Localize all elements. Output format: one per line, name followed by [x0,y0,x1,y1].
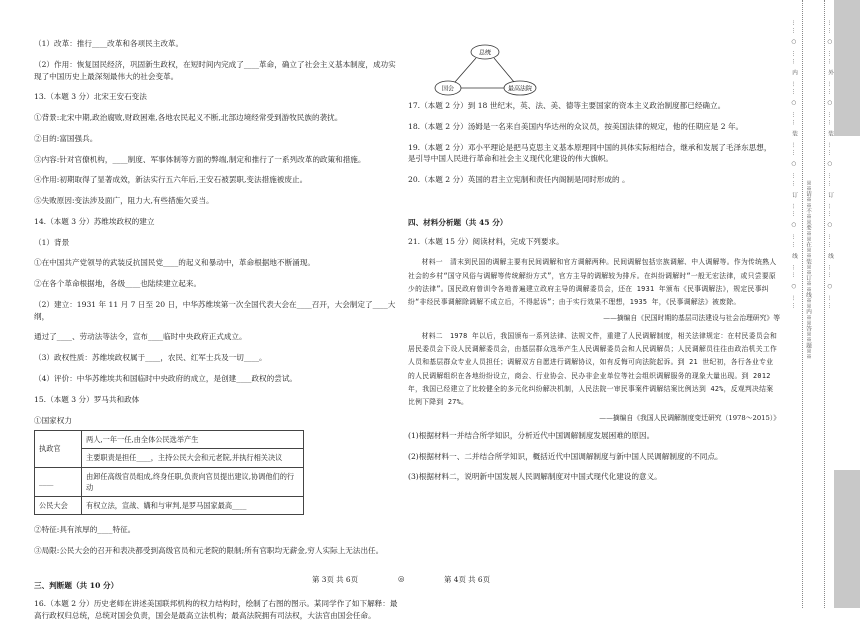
question-13-title: 13.（本题 3 分）北宋王安石变法 [34,92,147,102]
diagram-label: 国会 [441,85,455,93]
table-cell: 有权立法，宣战、媾和与审判,是罗马国家最高____ [82,496,304,514]
table-row [35,467,304,496]
table-cell: ____ [35,467,82,496]
source-citation: ——摘编自《民国时期的基层司法建设与社会治理研究》等 [603,314,780,323]
text-line: ②目的:富国强兵。 [34,133,98,143]
gray-block [834,0,860,136]
table-row [35,431,304,449]
inner-binding-label: …… ○ …… 内 …… ○ …… 装 …… ○ …… 订 …… ○ …… 线 …… ○ …… [791,20,797,311]
federal-power-diagram [430,42,540,100]
text-line: （3）政权性质：苏维埃政权属于____，农民、红军士兵及一切____。 [34,353,267,363]
text-line: ②特征:具有浓厚的____特征。 [34,525,136,535]
text-line: ①国家权力 [34,415,72,425]
text-line: 18.（本题 2 分）汤姆是一名来自美国内华达州的众议员，按美国法律的规定，他的任期应是 2 年。 [408,121,744,131]
left-column [34,38,400,622]
text-line: 通过了____、劳动法等法令，宣布____临时中央政府正式成立。 [34,332,247,342]
text-line: ①在中国共产党领导的武装反抗国民党____的起义和暴动中，革命根据地不断涌现。 [34,258,315,268]
binding-notice: ※※请※※不※※要※※在※※装※※订※※线※※内※※答※※题※※ [805,180,811,360]
text-line: ①背景:北宋中期,政治腐败,财政困难,各地农民起义不断,北部边境经常受到游牧民族的袭扰。 [34,113,343,123]
table-cell: 由卸任高级官员组成,终身任职,负责向官员提出建议,协调他们的行动 [82,467,304,496]
question-14-title: 14.（本题 3 分）苏维埃政权的建立 [34,216,155,226]
text-line: （1）改革：推行____改革和各项民主改革。 [34,39,184,48]
rome-government-table [34,430,304,515]
cut-line [802,0,803,608]
text-line: 16.（本题 2 分）历史老师在讲述美国联邦机构的权力结构时，绘制了右图的图示。某同学作了如下解释：最 [34,599,398,609]
text-line: （2）建立：1931 年 11 月 7 日至 20 日，中华苏维埃第一次全国代表大会在____召开，大会制定了____大纲， [34,299,396,321]
table-cell: 主要职责是担任____，主持公民大会和元老院,并执行相关决议 [82,449,304,467]
binding-margin [788,0,860,608]
text-line: ⑤失败原因:变法涉及面广，阻力大,有些措施欠妥当。 [34,196,214,206]
page-number-left: 第 3页 共 6页 [312,575,359,584]
section-heading: 四、材料分析题（共 45 分） [408,217,508,227]
text-line: 高行政权归总统，总统对国会负责，国会是最高立法机构；最高法院拥有司法权，大法官由国会任命。 [34,611,376,621]
table-cell: 两人,一年一任,由全体公民选举产生 [82,431,304,449]
text-line: 是引导中国人民进行革命和社会主义现代化建设的伟大旗帜。 [408,154,614,164]
gray-block [834,470,860,608]
text-line: （1）背景 [34,237,70,247]
task-line: (3)根据材料二，说明新中国发展人民调解制度对中国式现代化建设的意义。 [408,472,662,482]
diagram-label: 最高法院 [507,85,533,93]
outer-binding-label: …… ○ …… 外 …… ○ …… 装 …… ○ …… 订 …… ○ …… 线 …… ○ …… [827,20,833,311]
source-citation: ——摘编自《我国人民调解制度变迁研究（1978～2015）》 [599,414,780,423]
question-15-title: 15.（本题 3 分）罗马共和政体 [34,394,140,404]
text-line: （4）评价：中华苏维埃共和国临时中央政府的成立，是创建____政权的尝试。 [34,374,298,384]
text-line: （2）作用：恢复国民经济，巩固新生政权，在短时间内完成了____革命，确立了社会主义基本制度，成功实 [34,59,396,69]
footer-separator-icon: ◎ [398,574,405,583]
task-line: (1)根据材料一并结合所学知识，分析近代中国调解制度发展困难的原因。 [408,430,655,440]
text-line: ③局限:公民大会的召开和表决都受到高级官员和元老院的限制;所有官职均无薪金,穷人实际上无法出任。 [34,545,384,555]
material-one: 材料一 清末到民国的调解主要有民间调解和官方调解两种。民间调解包括宗族调解、中人调解等。作为传统熟人社会的乡村“国守风俗与调解等传统解纷方式”，官方主导的调解较为排斥。在纠纷调解时“一般无宏法律，或只尝要原少的法律”。国民政府曾训令各地普遍建立政府主导的调解委员会，还在 1931 年颁布《民事调解法》，规定民事纠纷“非经民事调解除调解不成立后，不得起诉”；由于实行效果不理想，1935 年，《民事调解法》被废除。 [408,258,777,307]
question-21-title: 21.（本题 15 分）阅读材料，完成下列要求。 [408,236,564,246]
right-column [408,100,780,492]
text-line: ④作用:初期取得了显著成效，新法实行五六年后,王安石被罢职,变法措施被废止。 [34,175,308,185]
cut-line [824,0,825,608]
text-line: 现了中国历史上最深刻最伟大的社会变革。 [34,71,179,81]
table-cell: 执政官 [35,431,82,467]
table-row [35,496,304,514]
text-line: ②在各个革命根据地，各级____也陆续建立起来。 [34,279,202,289]
diagram-arrow [494,58,514,82]
diagram-label: 总统 [478,49,492,57]
text-line: 19.（本题 2 分）邓小平理论是把马克思主义基本原理同中国的具体实际相结合，继承和发展了毛泽东思想， [408,142,772,152]
diagram-arrow [455,58,476,82]
task-line: (2)根据材料一、二并结合所学知识，概括近代中国调解制度与新中国人民调解制度的不同点。 [408,451,723,461]
text-line: 17.（本题 2 分）到 18 世纪末，英、法、美、德等主要国家的资本主义政治制度都已经确立。 [408,101,726,110]
text-line: 20.（本题 2 分）英国的君主立宪制和责任内阁制是同时形成的 。 [408,175,630,185]
text-line: ③内容:针对官僚机构，____制度、军事体制等方面的弊端,制定和推行了一系列改革的政策和措施。 [34,154,366,164]
material-two: 材料二 1978 年以后，我国颁布一系列法律、法规文件，重建了人民调解制度，相关法律规定：在村民委员会和居民委员会下设人民调解委员会，由基层群众选举产生人民调解委员会和人民调解员；人民调解员往往由政治机关工作人员和基层群众专业人员担任；调解双方自愿进行调解协议，如有反悔可向法院起诉。到 21 世纪初，各行各业专业的人民调解组织在各地纷纷设立，商会、行业协会、民办非企业单位等社会组织调解服务的现象大量出现。到 2012 年，我国已经建立了比较健全的多元化纠纷解决机制，人民法院一审民事案件调解结案比例达到 42%，反观判决结案比例下降到 27%。 [408,331,778,407]
table-cell: 公民大会 [35,496,82,514]
page-number-right: 第 4页 共 6页 [444,575,491,584]
section-heading: 三、判断题（共 10 分） [34,580,119,590]
